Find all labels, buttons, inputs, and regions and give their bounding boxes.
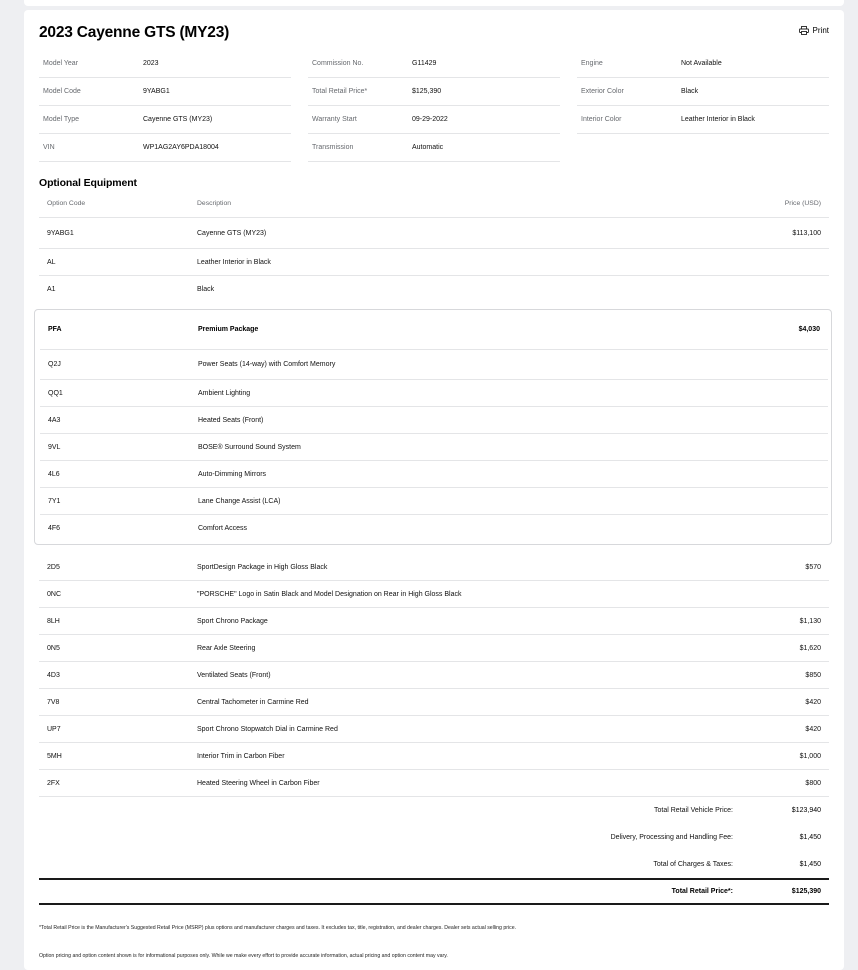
spec-value: 09-29-2022: [412, 116, 448, 123]
package-item-row: [40, 434, 828, 461]
option-description: Rear Axle Steering: [197, 644, 256, 652]
table-row: [39, 218, 829, 249]
table-row: [39, 689, 829, 716]
option-code: QQ1: [48, 389, 63, 397]
spec-row: [308, 78, 560, 106]
option-description: Ventilated Seats (Front): [197, 671, 271, 679]
option-code: 2FX: [47, 779, 60, 787]
option-price: $850: [805, 671, 821, 679]
spec-row: [308, 106, 560, 134]
equipment-table-top: [39, 190, 829, 303]
price-totals: [39, 797, 829, 905]
spec-row: [39, 106, 291, 134]
spec-label: Warranty Start: [312, 116, 357, 123]
spec-column-3: [577, 50, 829, 134]
package-item-row: [40, 380, 828, 407]
table-row: [39, 276, 829, 303]
option-price: $420: [805, 698, 821, 706]
total-label: Total of Charges & Taxes:: [653, 861, 733, 868]
option-price: $420: [805, 725, 821, 733]
spec-column-1: [39, 50, 291, 162]
previous-card-edge: [24, 0, 844, 6]
package-header-row: [40, 310, 828, 350]
printer-icon: [799, 26, 809, 35]
option-description: Sport Chrono Stopwatch Dial in Carmine Red: [197, 725, 338, 733]
spec-value: $125,390: [412, 88, 442, 95]
package-price: $4,030: [798, 326, 820, 333]
option-description: BOSE® Surround Sound System: [198, 443, 301, 451]
table-row: [39, 635, 829, 662]
spec-value: Leather Interior in Black: [681, 116, 755, 123]
spec-label: Model Type: [43, 116, 80, 123]
option-code: 0N5: [47, 644, 60, 652]
spec-value: Cayenne GTS (MY23): [143, 116, 213, 123]
option-code: 7V8: [47, 698, 60, 706]
option-description: SportDesign Package in High Gloss Black: [197, 563, 328, 571]
option-code: 7Y1: [48, 497, 61, 505]
vehicle-detail-card: [24, 10, 844, 970]
option-code: 8LH: [47, 617, 60, 625]
spec-value: 9YABG1: [143, 88, 170, 95]
package-description: Premium Package: [198, 326, 259, 333]
optional-equipment-heading: Optional Equipment: [39, 177, 137, 189]
table-row: [39, 554, 829, 581]
option-price: $1,130: [799, 617, 821, 625]
total-value: $1,450: [799, 861, 821, 868]
package-item-row: [40, 488, 828, 515]
spec-label: Exterior Color: [581, 88, 624, 95]
spec-value: G11429: [412, 60, 437, 67]
spec-row: [39, 50, 291, 78]
option-code: 4A3: [48, 416, 61, 424]
print-label: Print: [812, 26, 829, 35]
option-price: $113,100: [792, 229, 821, 237]
spec-value: 2023: [143, 60, 159, 67]
option-description: Heated Steering Wheel in Carbon Fiber: [197, 779, 320, 787]
spec-row: [308, 134, 560, 162]
total-label: Total Retail Vehicle Price:: [654, 807, 733, 814]
total-value: $123,940: [791, 807, 821, 814]
spec-row: [308, 50, 560, 78]
spec-value: Black: [681, 88, 699, 95]
option-description: Power Seats (14-way) with Comfort Memory: [198, 361, 336, 368]
option-price: $800: [805, 779, 821, 787]
spec-row: [577, 106, 829, 134]
spec-row: [577, 78, 829, 106]
table-row: [39, 249, 829, 276]
table-header: [39, 190, 829, 218]
spec-column-2: [308, 50, 560, 162]
spec-value: Not Available: [681, 60, 722, 67]
option-description: Ambient Lighting: [198, 389, 251, 397]
table-row: [39, 743, 829, 770]
option-description: Leather Interior in Black: [197, 258, 271, 266]
option-code: 2D5: [47, 563, 60, 571]
package-item-row: [40, 350, 828, 380]
option-description: Lane Change Assist (LCA): [198, 497, 281, 505]
total-label: Delivery, Processing and Handling Fee:: [610, 834, 733, 841]
option-description: Cayenne GTS (MY23): [197, 229, 267, 237]
spec-value: WP1AG2AY6PDA18004: [143, 144, 219, 151]
package-item-row: [40, 461, 828, 488]
page-title: 2023 Cayenne GTS (MY23): [39, 24, 230, 41]
option-code: 4D3: [47, 671, 60, 679]
grand-total-label: Total Retail Price*:: [671, 888, 733, 895]
header-price: Price (USD): [784, 200, 821, 207]
option-description: Comfort Access: [198, 525, 248, 532]
footnote-disclaimer: Option pricing and option content shown is for informational purposes only. While we make every effort to provide accurate information, actual pricing and option content may vary.: [39, 953, 448, 959]
charges-taxes-row: [39, 851, 829, 878]
option-code: AL: [47, 258, 56, 266]
spec-label: Model Code: [43, 88, 81, 95]
package-item-row: [40, 515, 828, 542]
table-row: [39, 770, 829, 797]
option-code: 9VL: [48, 443, 61, 451]
option-description: Heated Seats (Front): [198, 416, 264, 424]
option-price: $570: [805, 563, 821, 571]
footnote-msrp: *Total Retail Price is the Manufacturer's Suggested Retail Price (MSRP) plus options and manufacturer charges and taxes. It excludes tax, title, registration, and dealer charges. Dealer sets actual selling price.: [39, 925, 517, 931]
option-code: 9YABG1: [47, 229, 74, 237]
spec-row: [39, 134, 291, 162]
option-description: Black: [197, 286, 215, 293]
table-row: [39, 608, 829, 635]
total-vehicle-price-row: [39, 797, 829, 824]
table-row: [39, 662, 829, 689]
option-description: Interior Trim in Carbon Fiber: [197, 752, 285, 760]
grand-total-row: [39, 878, 829, 905]
option-code: Q2J: [48, 361, 61, 368]
table-row: [39, 581, 829, 608]
option-description: "PORSCHE" Logo in Satin Black and Model Designation on Rear in High Gloss Black: [197, 590, 462, 598]
option-code: 4L6: [48, 470, 60, 478]
print-button[interactable]: [799, 26, 829, 35]
option-code: 0NC: [47, 590, 62, 598]
total-value: $1,450: [799, 834, 821, 841]
option-code: 4F6: [48, 525, 61, 532]
option-code: UP7: [47, 725, 61, 733]
header-description: Description: [197, 200, 231, 207]
premium-package-group: [34, 309, 832, 545]
option-price: $1,620: [799, 644, 821, 652]
header-option-code: Option Code: [47, 200, 86, 207]
spec-label: Model Year: [43, 60, 79, 67]
option-code: A1: [47, 286, 56, 293]
grand-total-value: $125,390: [791, 888, 821, 895]
spec-label: Total Retail Price*: [312, 88, 368, 95]
equipment-table-bottom: [39, 554, 829, 797]
table-row: [39, 716, 829, 743]
option-description: Central Tachometer in Carmine Red: [197, 698, 309, 706]
spec-row: [577, 50, 829, 78]
spec-value: Automatic: [412, 144, 444, 151]
spec-label: Transmission: [312, 144, 354, 151]
delivery-fee-row: [39, 824, 829, 851]
spec-row: [39, 78, 291, 106]
option-description: Auto-Dimming Mirrors: [198, 470, 267, 478]
spec-label: Interior Color: [581, 116, 622, 123]
option-code: 5MH: [47, 752, 62, 760]
spec-label: Commission No.: [312, 60, 364, 67]
spec-label: VIN: [43, 144, 55, 151]
spec-label: Engine: [581, 60, 603, 67]
option-description: Sport Chrono Package: [197, 617, 268, 625]
package-item-row: [40, 407, 828, 434]
package-code: PFA: [48, 326, 62, 333]
option-price: $1,000: [799, 752, 821, 760]
